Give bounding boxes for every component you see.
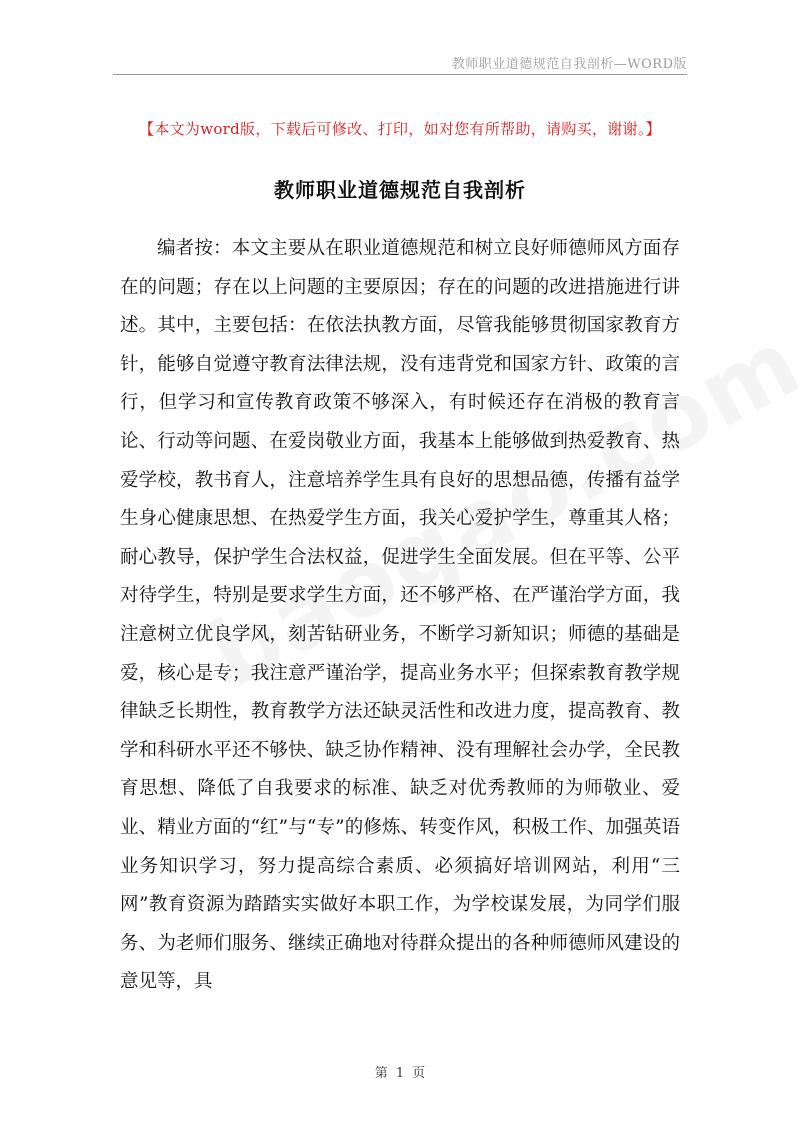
page-footer [0,1062,800,1081]
document-title: 教师职业道德规范自我剖析 [274,178,526,202]
running-header: 教师职业道德规范自我剖析—WORD版 [451,57,687,72]
header-divider [113,74,687,75]
page-label-suffix: 页 [412,1066,426,1081]
body-paragraph: 编者按：本文主要从在职业道德规范和树立良好师德师风方面存在的问题；存在以上问题的主要原因；存在的问题的改进措施进行讲述。其中，主要包括：在依法执教方面，尽管我能够贯彻国家教育方针，能够自觉遵守教育法律法规，没有违背党和国家方针、政策的言行，但学习和宣传教育政策不够深入，有时候还存在消极的教育言论、行动等问题、在爱岗敬业方面，我基本上能够做到热爱教育、热爱学校，教书育人，注意培养学生具有良好的思想品德，传播有益学生身心健康思想、在热爱学生方面，我关心爱护学生，尊重其人格；耐心教导，保护学生合法权益，促进学生全面发展。但在平等、公平对待学生，特别是要求学生方面，还不够严格、在严谨治学方面，我注意树立优良学风，刻苦钻研业务，不断学习新知识；师德的基础是爱，核心是专；我注意严谨治学，提高业务水平；但探索教育教学规律缺乏长期性，教育教学方法还缺灵活性和改进力度，提高教育、教学和科研水平还不够快、缺乏协作精神、没有理解社会办学，全民教育思想、降低了自我要求的标准、缺乏对优秀教师的为师敬业、爱业、精业方面的“红”与“专”的修炼、转变作风，积极工作、加强英语业务知识学习，努力提高综合素质、必须搞好培训网站，利用“三网”教育资源为踏踏实实做好本职工作，为学校谋发展，为同学们服务、为老师们服务、继续正确地对待群众提出的各种师德师风建设的意见等，具 [120,238,680,993]
page-label-prefix: 第 [374,1066,388,1081]
page-number: 1 [395,1066,405,1081]
download-notice: 【本文为word版，下载后可修改、打印，如对您有所帮助，请购买，谢谢。】 [139,120,661,138]
